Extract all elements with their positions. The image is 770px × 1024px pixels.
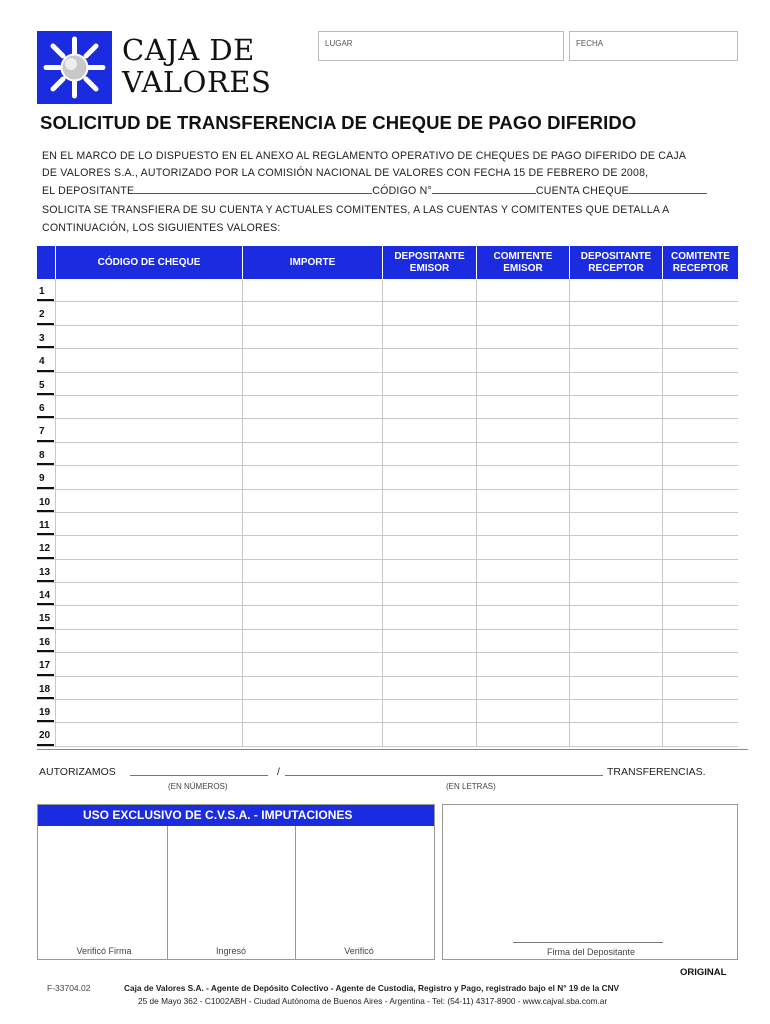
depositante-receptor-cell[interactable]	[569, 606, 662, 628]
depositante-emisor-cell[interactable]	[382, 653, 476, 675]
wheel-icon	[37, 31, 112, 104]
header-depositante-emisor: DEPOSITANTE EMISOR	[382, 246, 476, 279]
depositante-emisor-cell[interactable]	[382, 349, 476, 371]
codigo-cheque-cell[interactable]	[55, 723, 242, 745]
importe-cell[interactable]	[242, 419, 382, 441]
depositante-receptor-cell[interactable]	[569, 630, 662, 652]
codigo-cheque-cell[interactable]	[55, 606, 242, 628]
intro-line-1: EN EL MARCO DE LO DISPUESTO EN EL ANEXO AL REGLAMENTO OPERATIVO DE CHEQUES DE PAGO DIFERIDO DE CAJA	[42, 150, 687, 162]
form-title: SOLICITUD DE TRANSFERENCIA DE CHEQUE DE PAGO DIFERIDO	[40, 112, 637, 133]
codigo-cheque-cell[interactable]	[55, 466, 242, 488]
depositante-emisor-cell[interactable]	[382, 583, 476, 605]
cvsa-divider-2	[295, 826, 296, 959]
header-codigo-cheque: CÓDIGO DE CHEQUE	[55, 246, 242, 279]
logo-line-2: VALORES	[122, 65, 272, 99]
depositante-receptor-cell[interactable]	[569, 490, 662, 512]
comitente-receptor-cell[interactable]	[662, 700, 738, 722]
comitente-emisor-cell[interactable]	[476, 677, 569, 699]
codigo-label: CÓDIGO N°	[372, 185, 432, 197]
comitente-emisor-cell[interactable]	[476, 373, 569, 395]
depositante-emisor-cell[interactable]	[382, 630, 476, 652]
codigo-cheque-cell[interactable]	[55, 349, 242, 371]
table-body	[37, 279, 738, 747]
comitente-receptor-cell[interactable]	[662, 536, 738, 558]
codigo-cheque-cell[interactable]	[55, 700, 242, 722]
depositante-field[interactable]	[134, 184, 372, 194]
comitente-receptor-cell[interactable]	[662, 583, 738, 605]
row-number: 16	[37, 630, 54, 652]
row-number: 17	[37, 653, 54, 675]
signature-line	[513, 942, 663, 943]
codigo-cheque-cell[interactable]	[55, 419, 242, 441]
depositante-emisor-cell[interactable]	[382, 279, 476, 301]
table-row	[37, 349, 738, 372]
depositante-emisor-cell[interactable]	[382, 326, 476, 348]
comitente-receptor-cell[interactable]	[662, 560, 738, 582]
table-row	[37, 443, 738, 466]
transfers-letters-field[interactable]	[285, 775, 603, 776]
importe-cell[interactable]	[242, 443, 382, 465]
transferencias-label: TRANSFERENCIAS.	[607, 766, 706, 778]
row-number: 9	[37, 466, 54, 488]
lugar-field[interactable]	[318, 31, 564, 61]
comitente-receptor-cell[interactable]	[662, 373, 738, 395]
intro-line-2: DE VALORES S.A., AUTORIZADO POR LA COMISIÓN NACIONAL DE VALORES CON FECHA 15 DE FEBRERO DE 2008,	[42, 167, 649, 179]
comitente-emisor-cell[interactable]	[476, 560, 569, 582]
row-number: 2	[37, 302, 54, 324]
auth-separator: /	[277, 766, 280, 778]
depositante-emisor-cell[interactable]	[382, 373, 476, 395]
cvsa-box	[37, 804, 435, 960]
comitente-receptor-cell[interactable]	[662, 326, 738, 348]
comitente-emisor-cell[interactable]	[476, 466, 569, 488]
table-row	[37, 677, 738, 700]
row-number: 20	[37, 723, 54, 745]
table-row	[37, 700, 738, 723]
depositante-receptor-cell[interactable]	[569, 466, 662, 488]
comitente-receptor-cell[interactable]	[662, 490, 738, 512]
footer-company-line: Caja de Valores S.A. - Agente de Depósito Colectivo - Agente de Custodia, Registro y Pago, registrado bajo el N° 19 de la CNV	[124, 983, 620, 993]
importe-cell[interactable]	[242, 653, 382, 675]
header-comitente-receptor: COMITENTE RECEPTOR	[662, 246, 738, 279]
depositante-emisor-cell[interactable]	[382, 677, 476, 699]
codigo-cheque-cell[interactable]	[55, 302, 242, 324]
row-number: 15	[37, 606, 54, 628]
table-row	[37, 536, 738, 559]
table-row	[37, 419, 738, 442]
header-number-col	[37, 246, 55, 279]
fecha-label: FECHA	[576, 39, 604, 48]
importe-cell[interactable]	[242, 490, 382, 512]
importe-cell[interactable]	[242, 700, 382, 722]
table-row	[37, 630, 738, 653]
importe-cell[interactable]	[242, 723, 382, 745]
comitente-receptor-cell[interactable]	[662, 513, 738, 535]
codigo-cheque-cell[interactable]	[55, 279, 242, 301]
importe-cell[interactable]	[242, 373, 382, 395]
table-row	[37, 396, 738, 419]
row-number: 11	[37, 513, 54, 535]
depositante-receptor-cell[interactable]	[569, 723, 662, 745]
table-row	[37, 466, 738, 489]
row-number: 18	[37, 677, 54, 699]
comitente-receptor-cell[interactable]	[662, 443, 738, 465]
depositante-emisor-cell[interactable]	[382, 513, 476, 535]
comitente-emisor-cell[interactable]	[476, 490, 569, 512]
comitente-receptor-cell[interactable]	[662, 606, 738, 628]
importe-cell[interactable]	[242, 630, 382, 652]
comitente-emisor-cell[interactable]	[476, 349, 569, 371]
depositante-receptor-cell[interactable]	[569, 302, 662, 324]
depositante-emisor-cell[interactable]	[382, 723, 476, 745]
comitente-emisor-cell[interactable]	[476, 653, 569, 675]
codigo-cheque-cell[interactable]	[55, 630, 242, 652]
depositante-receptor-cell[interactable]	[569, 536, 662, 558]
cvsa-divider-1	[167, 826, 168, 959]
comitente-emisor-cell[interactable]	[476, 606, 569, 628]
footer-address-line: 25 de Mayo 362 - C1002ABH - Ciudad Autónoma de Buenos Aires - Argentina - Tel: (54-11) 4317-8900 - www.cajval.sba.com.ar	[138, 996, 608, 1006]
row-number: 4	[37, 349, 54, 371]
cuenta-cheque-label: CUENTA CHEQUE	[535, 185, 629, 197]
codigo-cheque-cell[interactable]	[55, 396, 242, 418]
depositante-emisor-cell[interactable]	[382, 443, 476, 465]
comitente-receptor-cell[interactable]	[662, 723, 738, 745]
row-number: 10	[37, 490, 54, 512]
values-table	[37, 246, 738, 747]
comitente-emisor-cell[interactable]	[476, 419, 569, 441]
comitente-receptor-cell[interactable]	[662, 302, 738, 324]
depositante-receptor-cell[interactable]	[569, 326, 662, 348]
signature-label: Firma del Depositante	[546, 947, 636, 957]
depositante-label: EL DEPOSITANTE	[42, 185, 135, 197]
cvsa-title: USO EXCLUSIVO DE C.V.S.A. - IMPUTACIONES	[38, 805, 434, 826]
codigo-cheque-cell[interactable]	[55, 583, 242, 605]
form-code: F-33704.02	[47, 983, 91, 993]
depositante-emisor-cell[interactable]	[382, 490, 476, 512]
depositante-receptor-cell[interactable]	[569, 279, 662, 301]
verifico-label: Verificó	[344, 946, 374, 956]
comitente-emisor-cell[interactable]	[476, 302, 569, 324]
autorizamos-label: AUTORIZAMOS	[39, 766, 116, 778]
codigo-cheque-cell[interactable]	[55, 677, 242, 699]
depositante-emisor-cell[interactable]	[382, 466, 476, 488]
depositante-receptor-cell[interactable]	[569, 373, 662, 395]
depositante-receptor-cell[interactable]	[569, 513, 662, 535]
table-row	[37, 279, 738, 302]
codigo-cheque-cell[interactable]	[55, 560, 242, 582]
row-number: 13	[37, 560, 54, 582]
table-row	[37, 373, 738, 396]
row-number: 5	[37, 373, 54, 395]
numbers-hint: (EN NÚMEROS)	[168, 782, 228, 791]
importe-cell[interactable]	[242, 302, 382, 324]
importe-cell[interactable]	[242, 326, 382, 348]
depositante-receptor-cell[interactable]	[569, 349, 662, 371]
importe-cell[interactable]	[242, 466, 382, 488]
comitente-emisor-cell[interactable]	[476, 513, 569, 535]
table-row	[37, 302, 738, 325]
header-comitente-emisor: COMITENTE EMISOR	[476, 246, 569, 279]
comitente-receptor-cell[interactable]	[662, 677, 738, 699]
codigo-cheque-cell[interactable]	[55, 536, 242, 558]
depositante-emisor-cell[interactable]	[382, 560, 476, 582]
depositante-emisor-cell[interactable]	[382, 396, 476, 418]
importe-cell[interactable]	[242, 606, 382, 628]
depositante-receptor-cell[interactable]	[569, 677, 662, 699]
table-row	[37, 513, 738, 536]
comitente-emisor-cell[interactable]	[476, 723, 569, 745]
comitente-emisor-cell[interactable]	[476, 583, 569, 605]
depositante-emisor-cell[interactable]	[382, 536, 476, 558]
row-number: 19	[37, 700, 54, 722]
importe-cell[interactable]	[242, 560, 382, 582]
depositante-receptor-cell[interactable]	[569, 443, 662, 465]
row-number: 7	[37, 419, 54, 441]
depositante-emisor-cell[interactable]	[382, 700, 476, 722]
importe-cell[interactable]	[242, 396, 382, 418]
codigo-cheque-cell[interactable]	[55, 490, 242, 512]
table-header	[37, 246, 738, 279]
depositante-emisor-cell[interactable]	[382, 606, 476, 628]
header-depositante-receptor: DEPOSITANTE RECEPTOR	[569, 246, 662, 279]
depositante-receptor-cell[interactable]	[569, 419, 662, 441]
original-label: ORIGINAL	[680, 967, 727, 978]
codigo-cheque-cell[interactable]	[55, 443, 242, 465]
row-number: 3	[37, 326, 54, 348]
ingreso-label: Ingresó	[215, 946, 247, 956]
codigo-cheque-cell[interactable]	[55, 373, 242, 395]
row-number: 8	[37, 443, 54, 465]
codigo-cheque-cell[interactable]	[55, 653, 242, 675]
row-number: 12	[37, 536, 54, 558]
table-row	[37, 560, 738, 583]
intro-line-3	[42, 184, 738, 197]
table-bottom-rule	[37, 749, 748, 750]
comitente-receptor-cell[interactable]	[662, 279, 738, 301]
importe-cell[interactable]	[242, 583, 382, 605]
comitente-receptor-cell[interactable]	[662, 630, 738, 652]
comitente-emisor-cell[interactable]	[476, 536, 569, 558]
importe-cell[interactable]	[242, 349, 382, 371]
intro-line-4: SOLICITA SE TRANSFIERA DE SU CUENTA Y ACTUALES COMITENTES, A LAS CUENTAS Y COMITENTES QUE DETALLA A	[42, 204, 670, 216]
comitente-emisor-cell[interactable]	[476, 396, 569, 418]
cuenta-cheque-field[interactable]	[629, 184, 707, 194]
fecha-field[interactable]	[569, 31, 738, 61]
depositante-receptor-cell[interactable]	[569, 583, 662, 605]
table-row	[37, 326, 738, 349]
transfers-number-field[interactable]	[130, 775, 268, 776]
depositante-emisor-cell[interactable]	[382, 419, 476, 441]
lugar-label: LUGAR	[325, 39, 353, 48]
depositante-receptor-cell[interactable]	[569, 700, 662, 722]
signature-box[interactable]	[442, 804, 738, 960]
table-row	[37, 490, 738, 513]
verifico-firma-label: Verificó Firma	[76, 946, 132, 956]
comitente-receptor-cell[interactable]	[662, 653, 738, 675]
comitente-emisor-cell[interactable]	[476, 279, 569, 301]
importe-cell[interactable]	[242, 513, 382, 535]
table-row	[37, 653, 738, 676]
codigo-cheque-cell[interactable]	[55, 513, 242, 535]
intro-line-5: CONTINUACIÓN, LOS SIGUIENTES VALORES:	[42, 222, 281, 234]
codigo-field[interactable]	[432, 184, 536, 194]
row-number: 1	[37, 279, 54, 301]
comitente-emisor-cell[interactable]	[476, 700, 569, 722]
codigo-cheque-cell[interactable]	[55, 326, 242, 348]
depositante-receptor-cell[interactable]	[569, 653, 662, 675]
comitente-receptor-cell[interactable]	[662, 349, 738, 371]
logo-wordmark	[122, 34, 271, 98]
letters-hint: (EN LETRAS)	[446, 782, 496, 791]
importe-cell[interactable]	[242, 279, 382, 301]
comitente-receptor-cell[interactable]	[662, 419, 738, 441]
logo-line-1: CAJA DE	[122, 33, 255, 67]
table-row	[37, 583, 738, 606]
comitente-emisor-cell[interactable]	[476, 443, 569, 465]
importe-cell[interactable]	[242, 677, 382, 699]
importe-cell[interactable]	[242, 536, 382, 558]
logo-emblem	[37, 31, 112, 104]
table-row	[37, 606, 738, 629]
row-number: 6	[37, 396, 54, 418]
depositante-receptor-cell[interactable]	[569, 560, 662, 582]
comitente-emisor-cell[interactable]	[476, 326, 569, 348]
comitente-receptor-cell[interactable]	[662, 396, 738, 418]
header-importe: IMPORTE	[242, 246, 382, 279]
table-row	[37, 723, 738, 746]
comitente-receptor-cell[interactable]	[662, 466, 738, 488]
row-number: 14	[37, 583, 54, 605]
depositante-emisor-cell[interactable]	[382, 302, 476, 324]
depositante-receptor-cell[interactable]	[569, 396, 662, 418]
comitente-emisor-cell[interactable]	[476, 630, 569, 652]
